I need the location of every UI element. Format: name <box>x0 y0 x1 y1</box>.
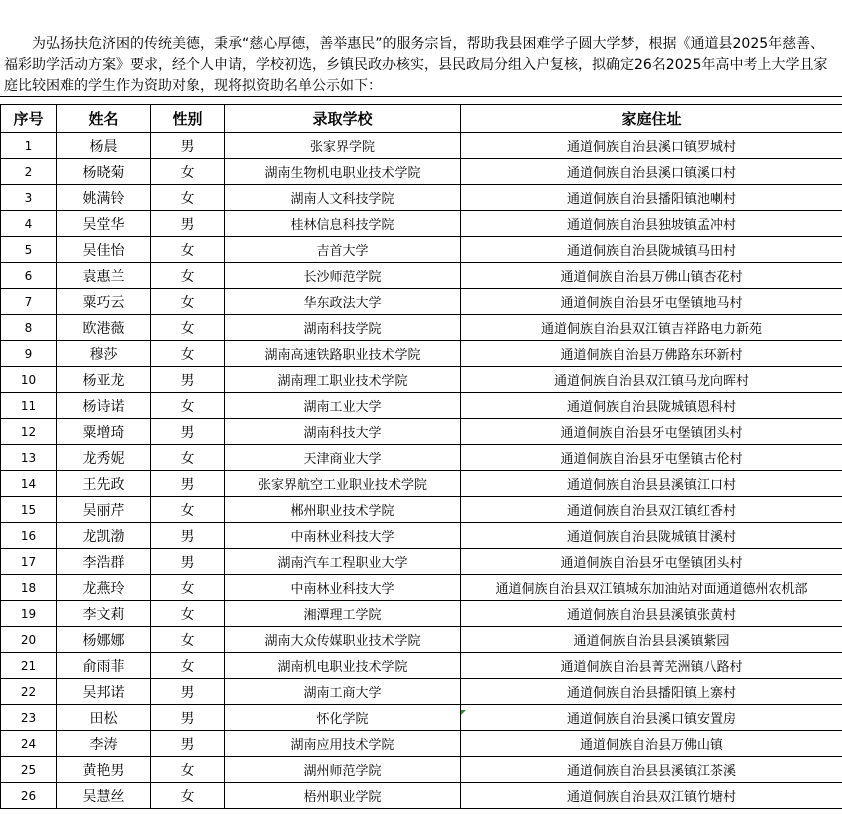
cell-index: 26 <box>1 783 57 809</box>
table-row <box>1 341 842 367</box>
cell-index: 21 <box>1 653 57 679</box>
cell-school: 桂林信息科技学院 <box>225 211 461 237</box>
cell-name: 杨诗诺 <box>57 393 151 419</box>
table-row <box>1 575 842 601</box>
table-row <box>1 653 842 679</box>
table-row <box>1 263 842 289</box>
header-sex: 性别 <box>151 105 225 133</box>
cell-address: 通道侗族自治县陇城镇甘溪村 <box>461 523 842 549</box>
cell-index: 23 <box>1 705 57 731</box>
table-row <box>1 367 842 393</box>
cell-address: 通道侗族自治县播阳镇池喇村 <box>461 185 842 211</box>
cell-address: 通道侗族自治县牙屯堡镇团头村 <box>461 549 842 575</box>
cell-address: 通道侗族自治县陇城镇马田村 <box>461 237 842 263</box>
cell-sex: 男 <box>151 523 225 549</box>
cell-name: 吴丽芹 <box>57 497 151 523</box>
table-row <box>1 549 842 575</box>
cell-sex: 女 <box>151 289 225 315</box>
cell-name: 杨晨 <box>57 133 151 159</box>
cell-index: 19 <box>1 601 57 627</box>
table-row <box>1 159 842 185</box>
cell-name: 李文莉 <box>57 601 151 627</box>
cell-name: 李浩群 <box>57 549 151 575</box>
cell-name: 龙秀妮 <box>57 445 151 471</box>
cell-sex: 男 <box>151 211 225 237</box>
cell-index: 3 <box>1 185 57 211</box>
cell-index: 6 <box>1 263 57 289</box>
cell-address: 通道侗族自治县县溪镇江茶溪 <box>461 757 842 783</box>
cell-address: 通道侗族自治县牙屯堡镇团头村 <box>461 419 842 445</box>
table-row <box>1 757 842 783</box>
cell-sex: 女 <box>151 159 225 185</box>
table-row <box>1 393 842 419</box>
cell-index: 2 <box>1 159 57 185</box>
cell-address: 通道侗族自治县双江镇吉祥路电力新苑 <box>461 315 842 341</box>
cell-index: 10 <box>1 367 57 393</box>
table-row <box>1 705 842 731</box>
cell-index: 22 <box>1 679 57 705</box>
cell-school: 湖南工商大学 <box>225 679 461 705</box>
table-header-row <box>1 105 842 133</box>
cell-school: 湖南应用技术学院 <box>225 731 461 757</box>
cell-index: 24 <box>1 731 57 757</box>
cell-name: 李涛 <box>57 731 151 757</box>
cell-address: 通道侗族自治县双江镇竹塘村 <box>461 783 842 809</box>
cell-name: 吴佳怡 <box>57 237 151 263</box>
table-row <box>1 601 842 627</box>
cell-name: 穆莎 <box>57 341 151 367</box>
cell-comment-marker-icon <box>461 710 466 715</box>
table-row <box>1 627 842 653</box>
cell-sex: 女 <box>151 653 225 679</box>
cell-school: 湖南高速铁路职业技术学院 <box>225 341 461 367</box>
table-row <box>1 315 842 341</box>
cell-sex: 女 <box>151 185 225 211</box>
cell-address: 通道侗族自治县陇城镇恩科村 <box>461 393 842 419</box>
cell-index: 16 <box>1 523 57 549</box>
cell-index: 12 <box>1 419 57 445</box>
cell-address: 通道侗族自治县播阳镇上寨村 <box>461 679 842 705</box>
cell-index: 15 <box>1 497 57 523</box>
cell-school: 梧州职业学院 <box>225 783 461 809</box>
table-row <box>1 289 842 315</box>
cell-school: 湖南科技大学 <box>225 419 461 445</box>
cell-name: 吴堂华 <box>57 211 151 237</box>
cell-name: 姚满铃 <box>57 185 151 211</box>
table-row <box>1 237 842 263</box>
table-row <box>1 731 842 757</box>
cell-sex: 女 <box>151 601 225 627</box>
top-divider <box>0 96 842 97</box>
table-row <box>1 783 842 809</box>
cell-name: 杨娜娜 <box>57 627 151 653</box>
cell-index: 9 <box>1 341 57 367</box>
cell-index: 14 <box>1 471 57 497</box>
cell-index: 18 <box>1 575 57 601</box>
cell-sex: 男 <box>151 705 225 731</box>
cell-sex: 女 <box>151 393 225 419</box>
cell-index: 25 <box>1 757 57 783</box>
cell-address: 通道侗族自治县县溪镇江口村 <box>461 471 842 497</box>
cell-school: 湖州师范学院 <box>225 757 461 783</box>
cell-school: 吉首大学 <box>225 237 461 263</box>
cell-sex: 女 <box>151 757 225 783</box>
cell-name: 龙燕玲 <box>57 575 151 601</box>
cell-sex: 男 <box>151 367 225 393</box>
cell-name: 龙凯渤 <box>57 523 151 549</box>
cell-school: 湖南生物机电职业技术学院 <box>225 159 461 185</box>
cell-name: 王先政 <box>57 471 151 497</box>
cell-name: 吴邦诺 <box>57 679 151 705</box>
cell-address: 通道侗族自治县独坡镇孟冲村 <box>461 211 842 237</box>
cell-sex: 男 <box>151 419 225 445</box>
cell-name: 欧港薇 <box>57 315 151 341</box>
cell-address: 通道侗族自治县牙屯堡镇古伦村 <box>461 445 842 471</box>
header-school: 录取学校 <box>225 105 461 133</box>
table-row <box>1 419 842 445</box>
cell-address: 通道侗族自治县双江镇红香村 <box>461 497 842 523</box>
recipient-table <box>0 104 842 809</box>
table-row <box>1 679 842 705</box>
cell-school: 中南林业科技大学 <box>225 575 461 601</box>
cell-index: 11 <box>1 393 57 419</box>
cell-name: 粟增琦 <box>57 419 151 445</box>
cell-address: 通道侗族自治县菁芜洲镇八路村 <box>461 653 842 679</box>
cell-school: 湖南科技学院 <box>225 315 461 341</box>
cell-address: 通道侗族自治县万佛路东环新村 <box>461 341 842 367</box>
cell-address: 通道侗族自治县双江镇马龙向晖村 <box>461 367 842 393</box>
cell-sex: 女 <box>151 263 225 289</box>
notice-intro: 为弘扬扶危济困的传统美德，秉承“慈心厚德，善举惠民”的服务宗旨，帮助我县困难学子圆大学梦，根据《通道县2025年慈善、福彩助学活动方案》要求，经个人申请，学校初选，乡镇民政办核实，县民政局分组入户复核，拟确定26名2025年高中考上大学且家庭比较困难的学生作为资助对象，现将拟资助名单公示如下： <box>4 36 828 94</box>
cell-school: 长沙师范学院 <box>225 263 461 289</box>
cell-index: 5 <box>1 237 57 263</box>
cell-name: 黄艳男 <box>57 757 151 783</box>
cell-name: 杨晓菊 <box>57 159 151 185</box>
table-row <box>1 471 842 497</box>
cell-name: 杨亚龙 <box>57 367 151 393</box>
cell-address: 通道侗族自治县万佛山镇杏花村 <box>461 263 842 289</box>
table-row <box>1 211 842 237</box>
cell-sex: 男 <box>151 133 225 159</box>
cell-address: 通道侗族自治县双江镇城东加油站对面通道德州农机部 <box>461 575 842 601</box>
cell-sex: 男 <box>151 549 225 575</box>
cell-sex: 男 <box>151 679 225 705</box>
cell-sex: 女 <box>151 237 225 263</box>
header-name: 姓名 <box>57 105 151 133</box>
cell-address: 通道侗族自治县溪口镇罗城村 <box>461 133 842 159</box>
cell-school: 华东政法大学 <box>225 289 461 315</box>
cell-sex: 女 <box>151 315 225 341</box>
cell-address: 通道侗族自治县万佛山镇 <box>461 731 842 757</box>
cell-sex: 男 <box>151 731 225 757</box>
cell-school: 郴州职业技术学院 <box>225 497 461 523</box>
table-body <box>1 133 842 809</box>
cell-address: 通道侗族自治县县溪镇紫园 <box>461 627 842 653</box>
header-address: 家庭住址 <box>461 105 842 133</box>
cell-index: 7 <box>1 289 57 315</box>
cell-school: 怀化学院 <box>225 705 461 731</box>
cell-address: 通道侗族自治县溪口镇溪口村 <box>461 159 842 185</box>
cell-index: 20 <box>1 627 57 653</box>
cell-address: 通道侗族自治县牙屯堡镇地马村 <box>461 289 842 315</box>
cell-index: 17 <box>1 549 57 575</box>
cell-school: 张家界航空工业职业技术学院 <box>225 471 461 497</box>
cell-index: 13 <box>1 445 57 471</box>
cell-sex: 女 <box>151 575 225 601</box>
cell-index: 8 <box>1 315 57 341</box>
cell-address: 通道侗族自治县溪口镇安置房 <box>461 705 842 731</box>
cell-school: 天津商业大学 <box>225 445 461 471</box>
cell-school: 湖南大众传媒职业技术学院 <box>225 627 461 653</box>
cell-sex: 男 <box>151 471 225 497</box>
cell-name: 粟巧云 <box>57 289 151 315</box>
cell-school: 湖南汽车工程职业大学 <box>225 549 461 575</box>
cell-index: 4 <box>1 211 57 237</box>
cell-sex: 女 <box>151 445 225 471</box>
cell-school: 湖南人文科技学院 <box>225 185 461 211</box>
cell-school: 湘潭理工学院 <box>225 601 461 627</box>
table-row <box>1 497 842 523</box>
cell-sex: 女 <box>151 627 225 653</box>
cell-sex: 女 <box>151 783 225 809</box>
cell-school: 湖南工业大学 <box>225 393 461 419</box>
cell-index: 1 <box>1 133 57 159</box>
cell-school: 中南林业科技大学 <box>225 523 461 549</box>
cell-address: 通道侗族自治县县溪镇张黄村 <box>461 601 842 627</box>
table-row <box>1 133 842 159</box>
cell-name: 田松 <box>57 705 151 731</box>
table-row <box>1 185 842 211</box>
table-row <box>1 523 842 549</box>
header-index: 序号 <box>1 105 57 133</box>
cell-name: 俞雨菲 <box>57 653 151 679</box>
cell-name: 吴慧丝 <box>57 783 151 809</box>
cell-sex: 女 <box>151 341 225 367</box>
table-row <box>1 445 842 471</box>
cell-sex: 女 <box>151 497 225 523</box>
cell-school: 湖南机电职业技术学院 <box>225 653 461 679</box>
cell-school: 张家界学院 <box>225 133 461 159</box>
cell-school: 湖南理工职业技术学院 <box>225 367 461 393</box>
cell-name: 袁惠兰 <box>57 263 151 289</box>
